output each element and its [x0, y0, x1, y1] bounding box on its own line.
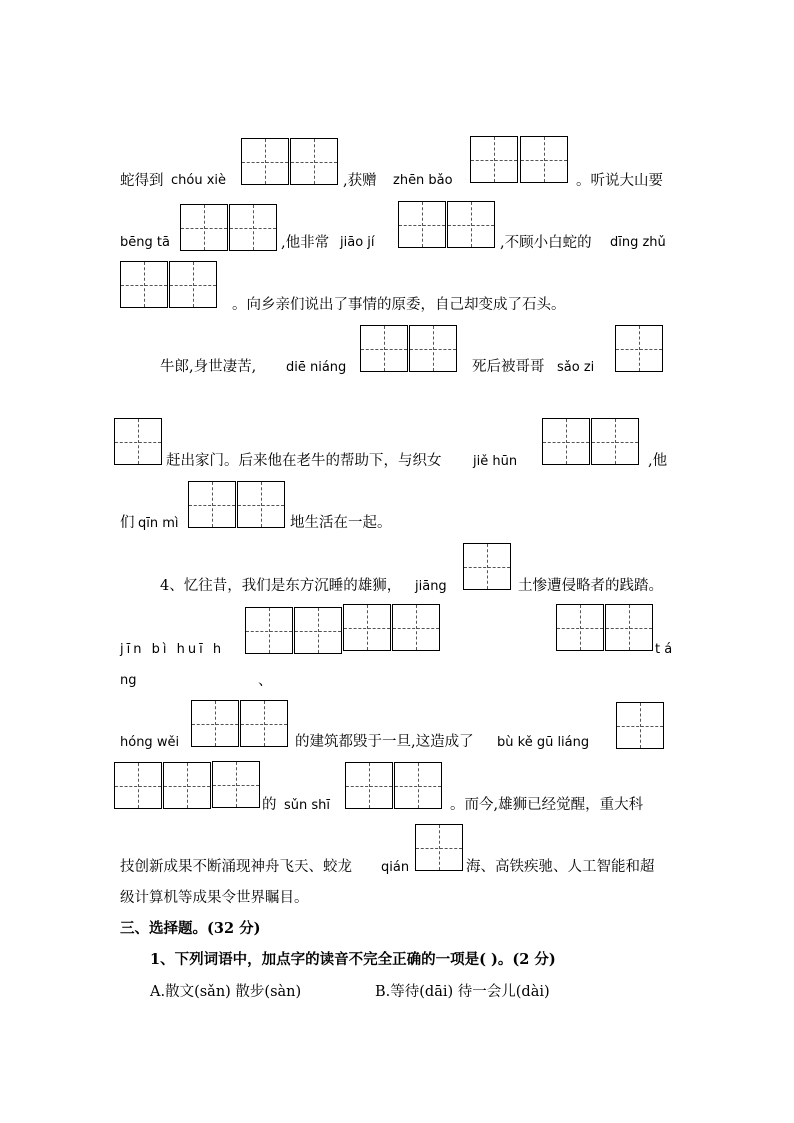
writing-box[interactable] — [237, 481, 285, 528]
section-heading: 三、选择题。(32 分) — [120, 920, 261, 937]
writing-box[interactable] — [463, 543, 511, 590]
text-segment: ,获赠 — [343, 173, 377, 189]
writing-box[interactable] — [169, 261, 217, 308]
text-segment: 地生活在一起。 — [290, 515, 392, 531]
writing-box[interactable] — [163, 762, 211, 809]
pinyin-prompt: chóu xiè — [171, 173, 227, 188]
writing-box[interactable] — [605, 604, 653, 651]
writing-box[interactable] — [290, 138, 338, 185]
text-segment: 土惨遭侵略者的践踏。 — [518, 578, 663, 594]
writing-box[interactable] — [392, 604, 440, 651]
writing-box[interactable] — [542, 418, 590, 465]
writing-box[interactable] — [556, 604, 604, 651]
writing-box[interactable] — [409, 325, 457, 372]
text-segment: ,不顾小白蛇的 — [500, 235, 592, 251]
writing-box[interactable] — [180, 204, 228, 251]
text-segment: 。而今,雄狮已经觉醒，重大科 — [450, 797, 644, 813]
writing-box[interactable] — [398, 201, 446, 248]
text-segment: 们 — [120, 515, 135, 531]
writing-box[interactable] — [241, 138, 289, 185]
pinyin-prompt: qián — [381, 860, 410, 875]
pinyin-prompt: jiāo jí — [340, 235, 375, 250]
writing-box[interactable] — [294, 607, 342, 654]
pinyin-prompt: diē niáng — [286, 360, 347, 375]
text-segment: 牛郎,身世凄苦, — [160, 359, 257, 375]
text-segment: 级计算机等成果令世界瞩目。 — [120, 890, 309, 906]
pinyin-prompt: bēng tā — [120, 235, 170, 250]
writing-box[interactable] — [447, 201, 495, 248]
writing-box[interactable] — [591, 418, 639, 465]
text-segment: 。听说大山要 — [576, 173, 663, 189]
writing-box[interactable] — [114, 762, 162, 809]
text-segment: 赶出家门。后来他在老牛的帮助下，与织女 — [166, 453, 442, 469]
writing-box[interactable] — [470, 136, 518, 183]
writing-box[interactable] — [394, 762, 442, 809]
text-segment: ,他 — [648, 453, 668, 469]
writing-box[interactable] — [520, 136, 568, 183]
question-1: 1、下列词语中，加点字的读音不完全正确的一项是( )。(2 分) — [150, 951, 556, 968]
text-segment: 。向乡亲们说出了事情的原委，自己却变成了石头。 — [232, 297, 566, 313]
pinyin-prompt: dīng zhǔ — [610, 235, 666, 250]
writing-box[interactable] — [245, 607, 293, 654]
pinyin-prompt: jiāng — [415, 579, 447, 594]
pinyin-prompt: ng — [120, 673, 137, 688]
writing-box[interactable] — [360, 325, 408, 372]
pinyin-prompt: qīn mì — [138, 516, 179, 531]
writing-box[interactable] — [120, 261, 168, 308]
text-segment: 、 — [258, 673, 273, 689]
writing-box[interactable] — [616, 702, 664, 749]
pinyin-prompt: bù kě gū liáng — [497, 735, 590, 750]
pinyin-prompt: jiě hūn — [473, 454, 518, 469]
writing-box[interactable] — [345, 762, 393, 809]
pinyin-prompt: jīn bì huī h — [120, 642, 225, 657]
pinyin-prompt: hóng wěi — [120, 735, 180, 750]
text-segment: ,他非常 — [281, 235, 330, 251]
pinyin-prompt: sǔn shī — [284, 798, 331, 813]
pinyin-prompt: t á — [655, 642, 673, 657]
option-b: B.等待(dāi) 待一会儿(dài) — [375, 984, 550, 1000]
writing-box[interactable] — [229, 204, 277, 251]
writing-box[interactable] — [615, 325, 663, 372]
text-segment: 海、高铁疾驰、人工智能和超 — [466, 859, 655, 875]
writing-box[interactable] — [343, 604, 391, 651]
pinyin-prompt: sǎo zi — [557, 360, 595, 375]
writing-box[interactable] — [114, 418, 162, 465]
writing-box[interactable] — [191, 700, 239, 747]
text-segment: 蛇得到 — [120, 173, 164, 189]
text-segment: 的 — [262, 797, 277, 813]
writing-box[interactable] — [212, 761, 260, 808]
text-segment: 的建筑都毁于一旦,这造成了 — [295, 734, 474, 750]
text-segment: 死后被哥哥 — [472, 359, 545, 375]
writing-box[interactable] — [415, 824, 463, 871]
pinyin-prompt: zhēn bǎo — [393, 173, 453, 188]
option-a: A.散文(sǎn) 散步(sàn) — [150, 984, 302, 1000]
writing-box[interactable] — [188, 481, 236, 528]
text-segment: 技创新成果不断涌现神舟飞天、蛟龙 — [120, 859, 352, 875]
writing-box[interactable] — [240, 700, 288, 747]
text-segment: 4、忆往昔，我们是东方沉睡的雄狮， — [160, 578, 402, 594]
